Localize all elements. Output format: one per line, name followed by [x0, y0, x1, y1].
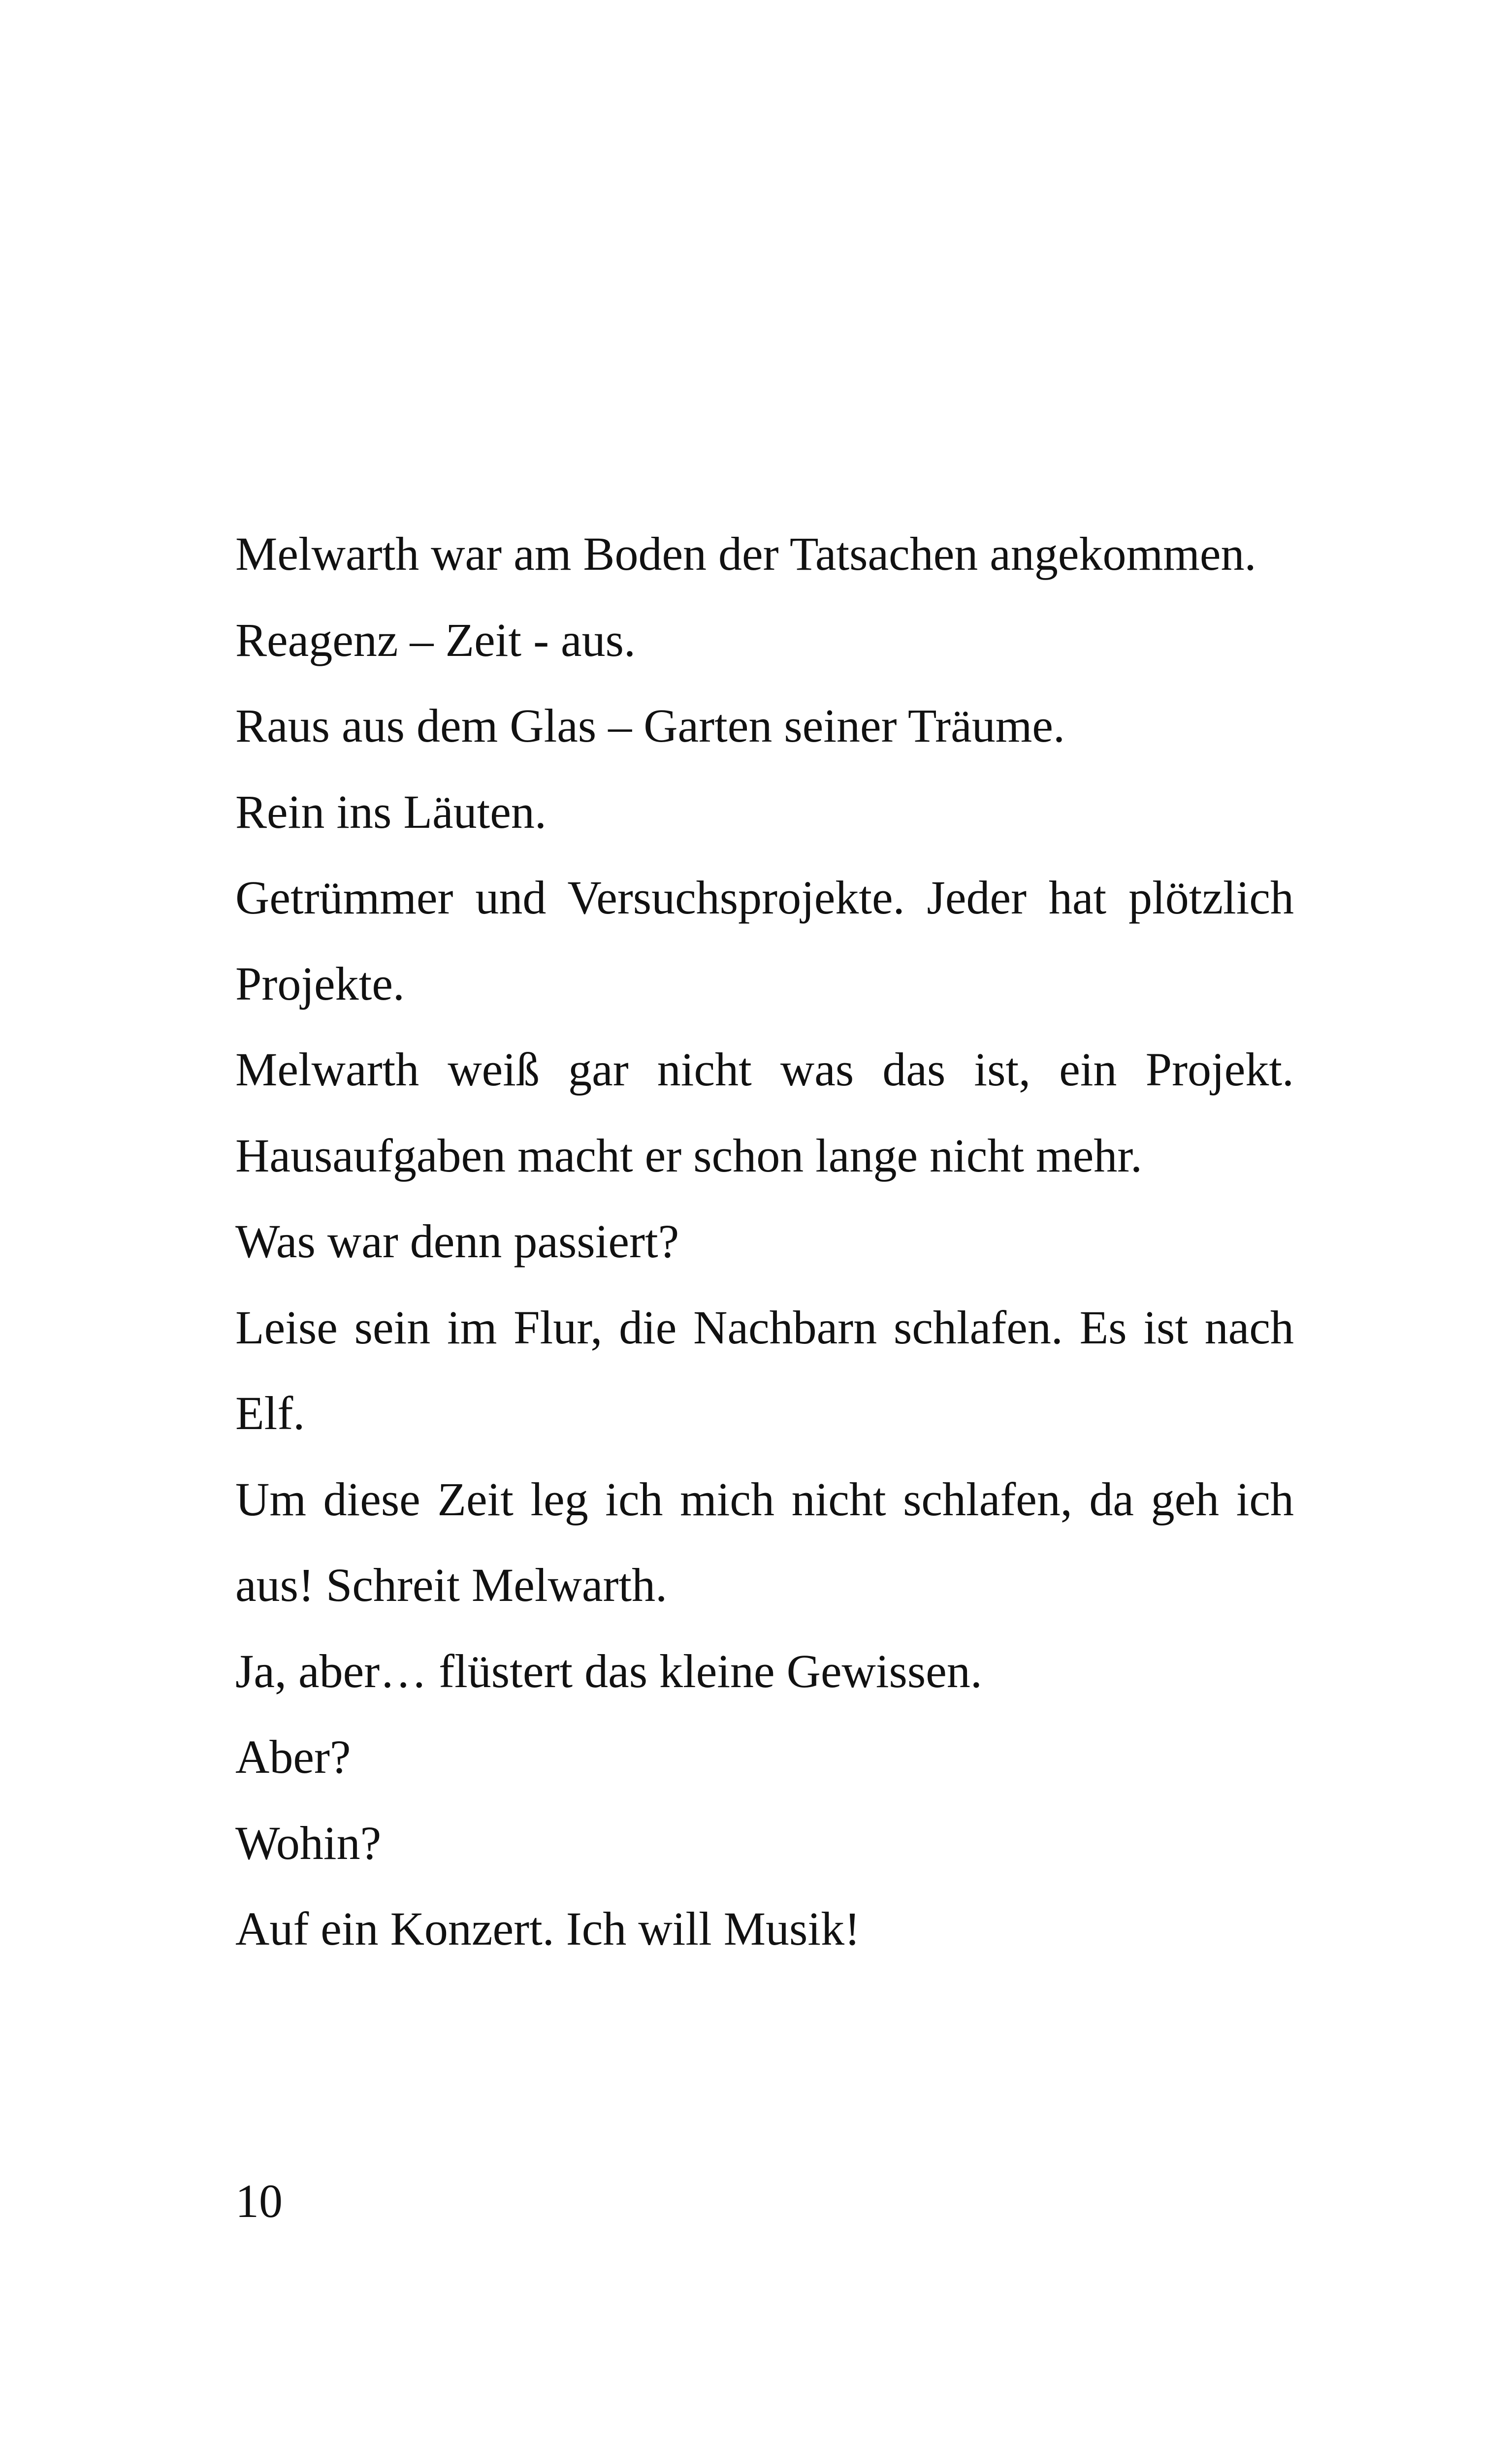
- paragraph: Wohin?: [235, 1816, 382, 1869]
- paragraph: Ja, aber… flüstert das kleine Gewissen.: [235, 1644, 982, 1697]
- paragraph: Auf ein Konzert. Ich will Musik!: [235, 1902, 861, 1955]
- paragraph: Leise sein im Flur, die Nachbarn schlafen. Es ist nach Elf.: [235, 1301, 1294, 1439]
- paragraph: Was war denn passiert?: [235, 1215, 679, 1268]
- paragraph: Reagenz – Zeit - aus.: [235, 613, 636, 666]
- paragraph: Aber?: [235, 1730, 351, 1783]
- paragraph: Um diese Zeit leg ich mich nicht schlafen, da geh ich aus! Schreit Melwarth.: [235, 1472, 1294, 1611]
- paragraph: Getrümmer und Versuchsprojekte. Jeder hat plötzlich Projekte.: [235, 871, 1294, 1010]
- page-number: 10: [235, 2175, 283, 2227]
- paragraph: Raus aus dem Glas – Garten seiner Träume.: [235, 699, 1065, 752]
- paragraph: Melwarth weiß gar nicht was das ist, ein Projekt. Hausaufgaben macht er schon lange nicht mehr.: [235, 1043, 1294, 1182]
- paragraph: Melwarth war am Boden der Tatsachen angekommen.: [235, 527, 1256, 580]
- paragraph: Rein ins Läuten.: [235, 785, 547, 838]
- body-text: [235, 511, 1294, 1972]
